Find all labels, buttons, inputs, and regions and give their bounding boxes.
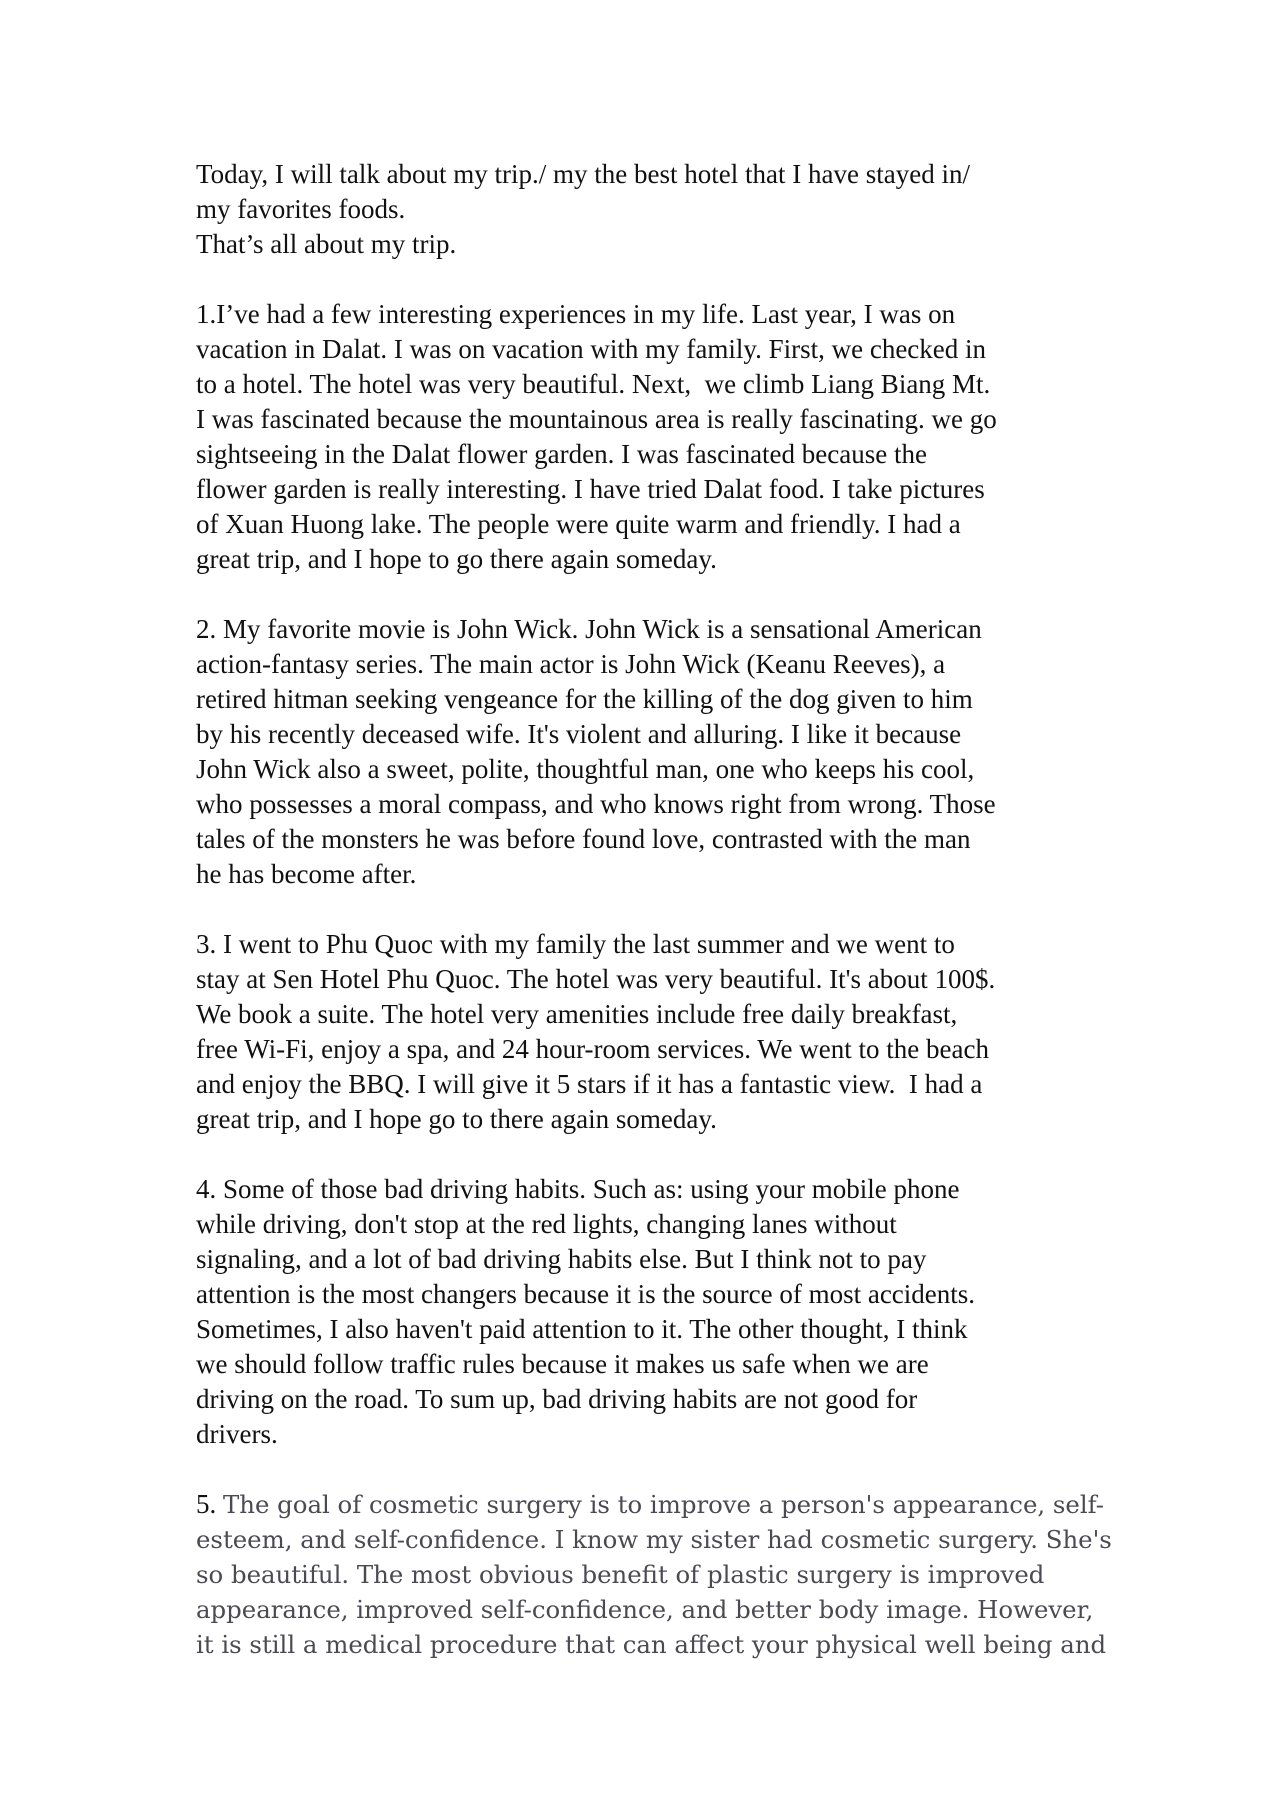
paragraph-spacer xyxy=(196,262,1096,297)
text-line: we should follow traffic rules because it makes us safe when we are xyxy=(196,1349,929,1379)
text-line: to a hotel. The hotel was very beautiful. Next, we climb Liang Biang Mt. xyxy=(196,369,991,399)
text-line: John Wick also a sweet, polite, thoughtful man, one who keeps his cool, xyxy=(196,754,975,784)
text-line: while driving, don't stop at the red lights, changing lanes without xyxy=(196,1209,897,1239)
text-line: he has become after. xyxy=(196,859,417,889)
text-line xyxy=(196,1487,1105,1522)
text-line: 3. I went to Phu Quoc with my family the last summer and we went to xyxy=(196,929,955,959)
paragraph-3-hotel xyxy=(196,927,1096,1137)
text-line: sightseeing in the Dalat flower garden. I was fascinated because the xyxy=(196,439,927,469)
paragraph-spacer xyxy=(196,577,1096,612)
text-line: so beautiful. The most obvious benefit of plastic surgery is improved xyxy=(196,1560,1045,1589)
paragraph-spacer xyxy=(196,1452,1096,1487)
text-line: who possesses a moral compass, and who knows right from wrong. Those xyxy=(196,789,996,819)
text-line: by his recently deceased wife. It's violent and alluring. I like it because xyxy=(196,719,962,749)
text-line: appearance, improved self-confidence, and better body image. However, xyxy=(196,1595,1094,1624)
text-line: I was fascinated because the mountainous area is really fascinating. we go xyxy=(196,404,997,434)
text-line: my favorites foods. xyxy=(196,194,406,224)
text-line: free Wi-Fi, enjoy a spa, and 24 hour-room services. We went to the beach xyxy=(196,1034,989,1064)
text-line: 1.I’ve had a few interesting experiences in my life. Last year, I was on xyxy=(196,299,956,329)
text-line: and enjoy the BBQ. I will give it 5 stars if it has a fantastic view. I had a xyxy=(196,1069,983,1099)
text-line: driving on the road. To sum up, bad driving habits are not good for xyxy=(196,1384,918,1414)
text-line: 2. My favorite movie is John Wick. John Wick is a sensational American xyxy=(196,614,982,644)
text-line: That’s all about my trip. xyxy=(196,229,457,259)
text-line: esteem, and self-confidence. I know my sister had cosmetic surgery. She's xyxy=(196,1525,1112,1554)
text-line: We book a suite. The hotel very amenities include free daily breakfast, xyxy=(196,999,958,1029)
text-line: Today, I will talk about my trip./ my the best hotel that I have stayed in/ xyxy=(196,159,970,189)
text-line: stay at Sen Hotel Phu Quoc. The hotel was very beautiful. It's about 100$. xyxy=(196,964,996,994)
text-line: of Xuan Huong lake. The people were quite warm and friendly. I had a xyxy=(196,509,961,539)
document-body xyxy=(196,157,1112,1662)
text-line: attention is the most changers because it is the source of most accidents. xyxy=(196,1279,976,1309)
paragraph-4-driving-habits xyxy=(196,1172,1096,1452)
text-line: vacation in Dalat. I was on vacation with my family. First, we checked in xyxy=(196,334,987,364)
paragraph-2-favorite-movie xyxy=(196,612,1096,892)
text-line: action-fantasy series. The main actor is John Wick (Keanu Reeves), a xyxy=(196,649,946,679)
text-line: drivers. xyxy=(196,1419,278,1449)
text-line: great trip, and I hope to go there again someday. xyxy=(196,544,717,574)
text-line: Sometimes, I also haven't paid attention to it. The other thought, I think xyxy=(196,1314,968,1344)
text-line: flower garden is really interesting. I have tried Dalat food. I take pictures xyxy=(196,474,985,504)
intro-paragraph xyxy=(196,157,1096,262)
paragraph-spacer xyxy=(196,1137,1096,1172)
paragraph-spacer xyxy=(196,892,1096,927)
text-line: it is still a medical procedure that can affect your physical well being and xyxy=(196,1630,1107,1659)
paragraph-1-dalat-trip xyxy=(196,297,1096,577)
paragraph-number: 5. xyxy=(196,1489,223,1519)
text-segment: The goal of cosmetic surgery is to improve a person's appearance, self- xyxy=(223,1490,1105,1519)
text-line: 4. Some of those bad driving habits. Such as: using your mobile phone xyxy=(196,1174,960,1204)
text-line: signaling, and a lot of bad driving habits else. But I think not to pay xyxy=(196,1244,927,1274)
paragraph-5-cosmetic-surgery xyxy=(196,1487,1112,1662)
text-line: tales of the monsters he was before found love, contrasted with the man xyxy=(196,824,971,854)
text-line: retired hitman seeking vengeance for the killing of the dog given to him xyxy=(196,684,973,714)
text-line: great trip, and I hope go to there again someday. xyxy=(196,1104,717,1134)
